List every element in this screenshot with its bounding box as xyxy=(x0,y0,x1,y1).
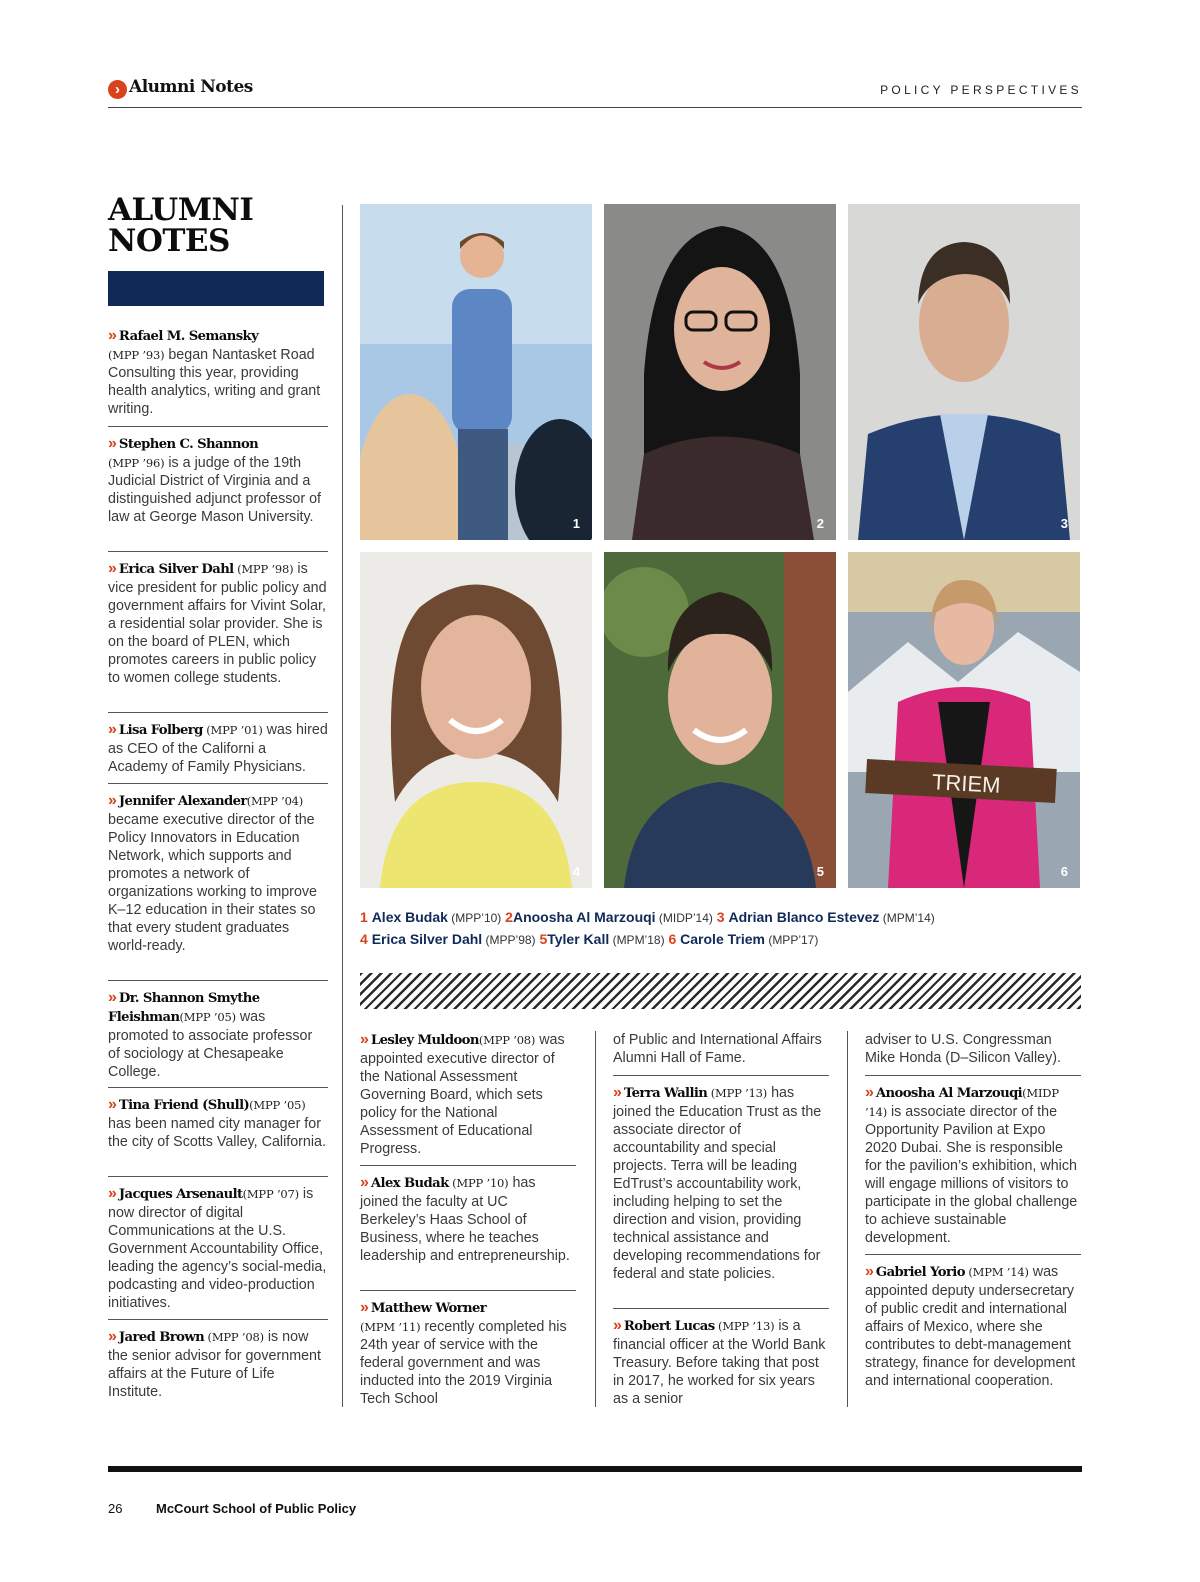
photo-caption-line xyxy=(360,930,818,949)
note-text: is now the senior advisor for government affairs at the Future of Life Institute. xyxy=(108,1329,321,1400)
chevron-icon: » xyxy=(865,1084,874,1101)
photo-tyler-kall xyxy=(604,552,836,888)
note-divider xyxy=(108,551,328,552)
alumni-note xyxy=(360,1299,576,1407)
alumni-degree: (MIDP ’14) xyxy=(865,1086,1059,1119)
note-divider xyxy=(108,426,328,427)
alumni-name: Anoosha Al Marzouqi xyxy=(875,1086,1023,1101)
alumni-degree: (MPP ’98) xyxy=(233,562,294,576)
photo-number: 6 xyxy=(1060,864,1068,879)
alumni-name: Lisa Folberg xyxy=(118,723,203,738)
chevron-icon: » xyxy=(108,721,117,738)
page-number: 26 xyxy=(108,1501,123,1516)
title-color-bar xyxy=(108,271,324,306)
alumni-name: Jennifer Alexander xyxy=(118,794,247,809)
alumni-note xyxy=(613,1317,829,1407)
caption-name: Alex Budak xyxy=(371,909,448,925)
note-continuation: adviser to U.S. Congressman Mike Honda (D–Silicon Valley). xyxy=(865,1032,1061,1066)
note-text: was appointed executive director of the National Assessment Governing Board, which sets policy for the National Assessment of Educational Progress. xyxy=(360,1032,565,1157)
note-divider xyxy=(108,1087,328,1088)
alumni-name: Gabriel Yorio xyxy=(875,1265,965,1280)
column-divider xyxy=(847,1031,848,1407)
alumni-name: Matthew Worner xyxy=(370,1301,487,1316)
photo-number: 2 xyxy=(816,516,824,531)
alumni-note xyxy=(108,1096,328,1168)
header-rule xyxy=(108,107,1082,108)
alumni-name: Dr. Shannon Smythe Fleishman xyxy=(108,991,260,1025)
sign-text: TRIEM xyxy=(931,769,1002,798)
alumni-degree: (MPP ’93) xyxy=(108,348,165,362)
note-text: became executive director of the Policy Innovators in Education Network, which supports and promotes a network of organizations working to improve K–12 education in their states so that every student graduates world-ready. xyxy=(108,812,317,954)
photo-alex-budak xyxy=(360,204,592,540)
alumni-name: Robert Lucas xyxy=(623,1319,715,1334)
caption-degree: (MIDP’14) xyxy=(655,911,713,925)
chevron-icon: » xyxy=(865,1263,874,1280)
note-text: has been named city manager for the city of Scotts Valley, California. xyxy=(108,1116,326,1150)
page-title xyxy=(108,192,328,259)
alumni-name: Jacques Arsenault xyxy=(118,1187,243,1202)
caption-degree: (MPP’10) xyxy=(447,911,502,925)
alumni-name: Terra Wallin xyxy=(623,1086,708,1101)
note-text: was promoted to associate professor of sociology at Chesapeake College. xyxy=(108,1009,313,1080)
chevron-icon: » xyxy=(360,1174,369,1191)
caption-number: 1 xyxy=(360,909,368,925)
photo-number: 1 xyxy=(572,516,580,531)
chevron-icon: » xyxy=(108,989,117,1006)
caption-degree: (MPP’98) xyxy=(482,933,536,947)
alumni-note xyxy=(108,560,328,704)
caption-name: Anoosha Al Marzouqi xyxy=(512,909,656,925)
chevron-icon: » xyxy=(108,792,117,809)
alumni-degree: (MPM ’11) xyxy=(360,1320,421,1334)
caption-degree: (MPP’17) xyxy=(764,933,819,947)
alumni-name: Rafael M. Semansky xyxy=(118,329,259,344)
alumni-name: Lesley Muldoon xyxy=(370,1033,479,1048)
alumni-note xyxy=(360,1174,576,1282)
note-text: recently completed his 24th year of service with the federal government and was inducted into the 2019 Virginia Tech School xyxy=(360,1319,567,1407)
note-continuation: of Public and International Affairs Alumni Hall of Fame. xyxy=(613,1032,822,1066)
note-divider xyxy=(865,1254,1081,1255)
photo-adrian-blanco-estevez xyxy=(848,204,1080,540)
column-divider xyxy=(342,205,343,1407)
note-text: is a financial officer at the World Bank Treasury. Before taking that post in 2017, he worked for six years as a senior xyxy=(613,1318,826,1407)
caption-number: 2 xyxy=(505,909,513,925)
note-divider xyxy=(108,980,328,981)
alumni-note xyxy=(865,1263,1081,1407)
alumni-note xyxy=(613,1084,829,1300)
alumni-degree: (MPM ’14) xyxy=(964,1265,1029,1279)
note-text: has joined the faculty at UC Berkeley’s Haas School of Business, where he teaches leadership and entrepreneurship. xyxy=(360,1175,570,1264)
publication-name: POLICY PERSPECTIVES xyxy=(880,83,1082,97)
page-title-line: ALUMNI xyxy=(108,192,254,228)
note-divider xyxy=(865,1075,1081,1076)
section-title: Alumni Notes xyxy=(129,77,253,97)
caption-name: Erica Silver Dahl xyxy=(371,931,483,947)
photo-erica-silver-dahl xyxy=(360,552,592,888)
page-title-line: NOTES xyxy=(108,223,230,259)
chevron-icon: » xyxy=(108,1328,117,1345)
caption-number: 3 xyxy=(716,909,725,925)
alumni-name: Stephen C. Shannon xyxy=(118,437,259,452)
note-divider xyxy=(108,783,328,784)
chevron-icon: » xyxy=(108,560,117,577)
note-divider xyxy=(108,712,328,713)
alumni-note xyxy=(108,327,328,418)
photo-anoosha-al-marzouqi xyxy=(604,204,836,540)
note-text: is vice president for public policy and government affairs for Vivint Solar, a residential solar provider. She is on the board of PLEN, which promotes careers in public policy to women college students. xyxy=(108,561,327,686)
alumni-degree: (MPP ’05) xyxy=(179,1010,236,1024)
chevron-icon: » xyxy=(360,1299,369,1316)
alumni-degree: (MPP ’08) xyxy=(478,1033,536,1047)
footer-rule xyxy=(108,1466,1082,1472)
caption-name: Tyler Kall xyxy=(547,931,610,947)
alumni-note xyxy=(108,1185,328,1311)
note-text: was appointed deputy undersecretary of public credit and international affairs of Mexico, where she contributes to debt-management strategy, finance for development and international cooperation. xyxy=(865,1264,1076,1389)
alumni-degree: (MPP ’10) xyxy=(448,1176,509,1190)
caption-degree: (MPM’14) xyxy=(879,911,935,925)
notes-column-left xyxy=(108,327,328,1400)
note-text: was hired as CEO of the Californi a Academy of Family Physicians. xyxy=(108,722,328,775)
note-text: is now director of digital Communications at the U.S. Government Accountability Office, leading the agency’s social-media, podcasting and video-production initiatives. xyxy=(108,1186,327,1311)
chevron-icon: » xyxy=(108,1185,117,1202)
caption-number: 4 xyxy=(360,931,368,947)
alumni-degree: (MPP ’04) xyxy=(246,794,304,808)
note-divider xyxy=(613,1075,829,1076)
notes-column-4 xyxy=(865,1031,1081,1407)
note-text: is associate director of the Opportunity Pavilion at Expo 2020 Dubai. She is responsible for the pavilion’s exhibition, which will engage millions of visitors to participate in the global challenge to achieve sustainable development. xyxy=(865,1104,1078,1246)
photo-number: 5 xyxy=(816,864,824,879)
photo-number: 3 xyxy=(1060,516,1068,531)
alumni-degree: (MPP ’96) xyxy=(108,456,165,470)
note-divider xyxy=(360,1290,576,1291)
notes-column-2 xyxy=(360,1031,576,1407)
alumni-name: Jared Brown xyxy=(118,1330,205,1345)
photo-carole-triem xyxy=(848,552,1080,888)
alumni-name: Tina Friend (Shull) xyxy=(118,1098,250,1113)
alumni-note xyxy=(108,989,328,1079)
alumni-degree: (MPP ’05) xyxy=(249,1098,306,1112)
caption-number: 5 xyxy=(539,931,548,947)
chevron-icon: » xyxy=(360,1031,369,1048)
chevron-icon: » xyxy=(108,435,117,452)
caption-name: Adrian Blanco Estevez xyxy=(728,909,880,925)
hatched-divider xyxy=(360,973,1081,1009)
chevron-right-circle-icon: › xyxy=(108,80,127,99)
alumni-note xyxy=(865,1084,1081,1246)
alumni-note xyxy=(108,1328,328,1400)
photo-number: 4 xyxy=(572,864,580,879)
chevron-icon: » xyxy=(108,1096,117,1113)
note-text: is a judge of the 19th Judicial District of Virginia and a distinguished adjunct professor of law at George Mason University. xyxy=(108,455,321,525)
caption-degree: (MPM’18) xyxy=(609,933,665,947)
chevron-icon: » xyxy=(108,327,117,344)
note-text: began Nantasket Road Consulting this year, providing health analytics, writing and grant writing. xyxy=(108,347,321,417)
alumni-note xyxy=(108,792,328,972)
note-divider xyxy=(613,1308,829,1309)
photo-caption-line xyxy=(360,908,935,927)
column-divider xyxy=(595,1031,596,1407)
caption-number: 6 xyxy=(668,931,677,947)
alumni-note xyxy=(360,1031,576,1157)
alumni-degree: (MPP ’07) xyxy=(242,1187,299,1201)
alumni-degree: (MPP ’13) xyxy=(707,1086,768,1100)
school-name: McCourt School of Public Policy xyxy=(156,1501,357,1516)
note-divider xyxy=(108,1319,328,1320)
chevron-icon: » xyxy=(613,1084,622,1101)
alumni-name: Erica Silver Dahl xyxy=(118,562,234,577)
caption-name: Carole Triem xyxy=(680,931,765,947)
note-text: has joined the Education Trust as the associate director of accountability and special projects. Terra will be leading EdTrust’s accountability work, including helping to set the direction and vision, providing technical assistance and developing recommendations for federal and state policies. xyxy=(613,1085,822,1282)
alumni-name: Alex Budak xyxy=(370,1176,449,1191)
note-divider xyxy=(360,1165,576,1166)
alumni-degree: (MPP ’01) xyxy=(202,723,263,737)
alumni-degree: (MPP ’13) xyxy=(714,1319,775,1333)
alumni-note xyxy=(108,435,328,543)
alumni-degree: (MPP ’08) xyxy=(204,1330,264,1344)
notes-column-3 xyxy=(613,1031,829,1407)
chevron-icon: » xyxy=(613,1317,622,1334)
alumni-note xyxy=(108,721,328,775)
note-divider xyxy=(108,1176,328,1177)
